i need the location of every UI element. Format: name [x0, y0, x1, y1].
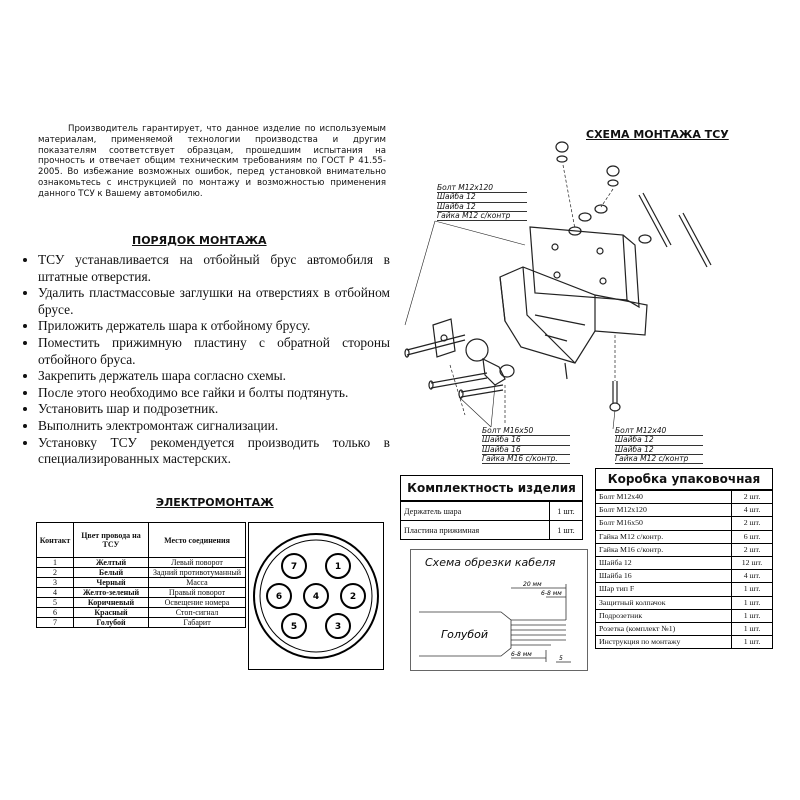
table-row: Гайка М12 с/контр. 6 шт. — [596, 530, 772, 543]
table-row: Шар тип F 1 шт. — [596, 583, 772, 596]
pin-label: 7 — [290, 562, 298, 572]
completeness-title: Комплектность изделия — [401, 476, 582, 501]
table-row: Подрозетник 1 шт. — [596, 609, 772, 622]
table-row: Болт М12х120 4 шт. — [596, 504, 772, 517]
cable-dim-bottom: 6-8 мм — [511, 651, 532, 658]
packing-table — [596, 490, 772, 648]
table-row: 1 Желтый Левый поворот — [37, 558, 246, 568]
table-row: 4 Желто-зеленый Правый поворот — [37, 588, 246, 598]
table-row: Защитный колпачок 1 шт. — [596, 596, 772, 609]
pin-label: 5 — [290, 622, 298, 632]
table-row: Инструкция по монтажу 1 шт. — [596, 636, 772, 649]
packing-title: Коробка упаковочная — [596, 469, 772, 490]
table-row: 3 Черный Масса — [37, 578, 246, 588]
table-row: Болт М16х50 2 шт. — [596, 517, 772, 530]
list-item: • Выполнить электромонтаж сигнализации. — [38, 418, 390, 435]
list-item: • Закрепить держатель шара согласно схемы. — [38, 368, 390, 385]
pin-label: 1 — [334, 562, 342, 572]
socket-diagram — [248, 522, 384, 670]
table-row: Болт М12х40 2 шт. — [596, 491, 772, 504]
list-item: • Установить шар и подрозетник. — [38, 401, 390, 418]
list-item: • Установку ТСУ рекомендуется производить только в специализированных мастерских. — [38, 435, 390, 468]
pin-label: 2 — [349, 592, 357, 602]
list-item: • После этого необходимо все гайки и болты подтянуть. — [38, 385, 390, 402]
table-row: 5 Коричневый Освещение номера — [37, 598, 246, 608]
table-row: 6 Красный Стоп-сигнал — [37, 608, 246, 618]
table-row: Гайка М16 с/контр. 2 шт. — [596, 543, 772, 556]
completeness-table — [401, 501, 582, 539]
column-header: Место соединения — [149, 523, 246, 558]
list-item: • Приложить держатель шара к отбойному брусу. — [38, 318, 390, 335]
assembly-steps — [22, 252, 390, 468]
assembly-title: ПОРЯДОК МОНТАЖА — [132, 234, 267, 247]
wiring-table — [36, 522, 246, 628]
pin-label: 4 — [312, 592, 320, 602]
pin-label: 3 — [334, 622, 342, 632]
cable-drawing — [411, 550, 587, 670]
cable-dim-short: 6-8 мм — [541, 590, 562, 597]
wiring-title: ЭЛЕКТРОМОНТАЖ — [156, 496, 274, 509]
list-item: • Удалить пластмассовые заглушки на отверстиях в отбойном брусе. — [38, 285, 390, 318]
cable-wire-label: Голубой — [441, 628, 489, 641]
cable-dim-end: 5 — [559, 655, 563, 662]
cable-cut-scheme — [410, 549, 588, 671]
scheme-label-top: Болт М12х120 Шайба 12 Шайба 12 Гайка М12 с/контр — [437, 184, 527, 221]
table-row: 7 Голубой Габарит — [37, 618, 246, 628]
intro-text: Производитель гарантирует, что данное изделие по используемым материалам, применяемой технологии производства и другим показателям соответствует образцам, прошедшим испытания на прочность и отвечает общим техническим требованиям по ГОСТ Р 41.55-2005. Во избежание возможных ошибок, перед установкой внимательно ознакомьтесь с инструкцией по монтажу и возможностью применения данного ТСУ к Вашему автомобилю. — [38, 124, 386, 199]
table-row: Розетка (комплект №1) 1 шт. — [596, 623, 772, 636]
completeness-box — [400, 475, 583, 540]
column-header: Контакт — [37, 523, 74, 558]
table-row: Держатель шара 1 шт. — [401, 502, 582, 521]
cable-title: Схема обрезки кабеля — [425, 556, 556, 569]
column-header: Цвет провода на ТСУ — [74, 523, 149, 558]
scheme-label-left: Болт М16х50 Шайба 16 Шайба 16 Гайка М16 с/контр. — [482, 427, 570, 464]
packing-box — [595, 468, 773, 649]
cable-dim-long: 20 мм — [523, 581, 542, 588]
table-row: Шайба 16 4 шт. — [596, 570, 772, 583]
socket-pin-layout — [249, 523, 383, 669]
list-item: • Поместить прижимную пластину с обратной стороны отбойного бруса. — [38, 335, 390, 368]
scheme-title: СХЕМА МОНТАЖА ТСУ — [586, 128, 729, 141]
table-row: 2 Белый Задний противотуманный — [37, 568, 246, 578]
table-row: Шайба 12 12 шт. — [596, 557, 772, 570]
list-item: • ТСУ устанавливается на отбойный брус автомобиля в штатные отверстия. — [38, 252, 390, 285]
table-row: Пластина прижимная 1 шт. — [401, 521, 582, 540]
pin-label: 6 — [275, 592, 283, 602]
scheme-label-right: Болт М12х40 Шайба 12 Шайба 12 Гайка М12 с/контр — [615, 427, 703, 464]
